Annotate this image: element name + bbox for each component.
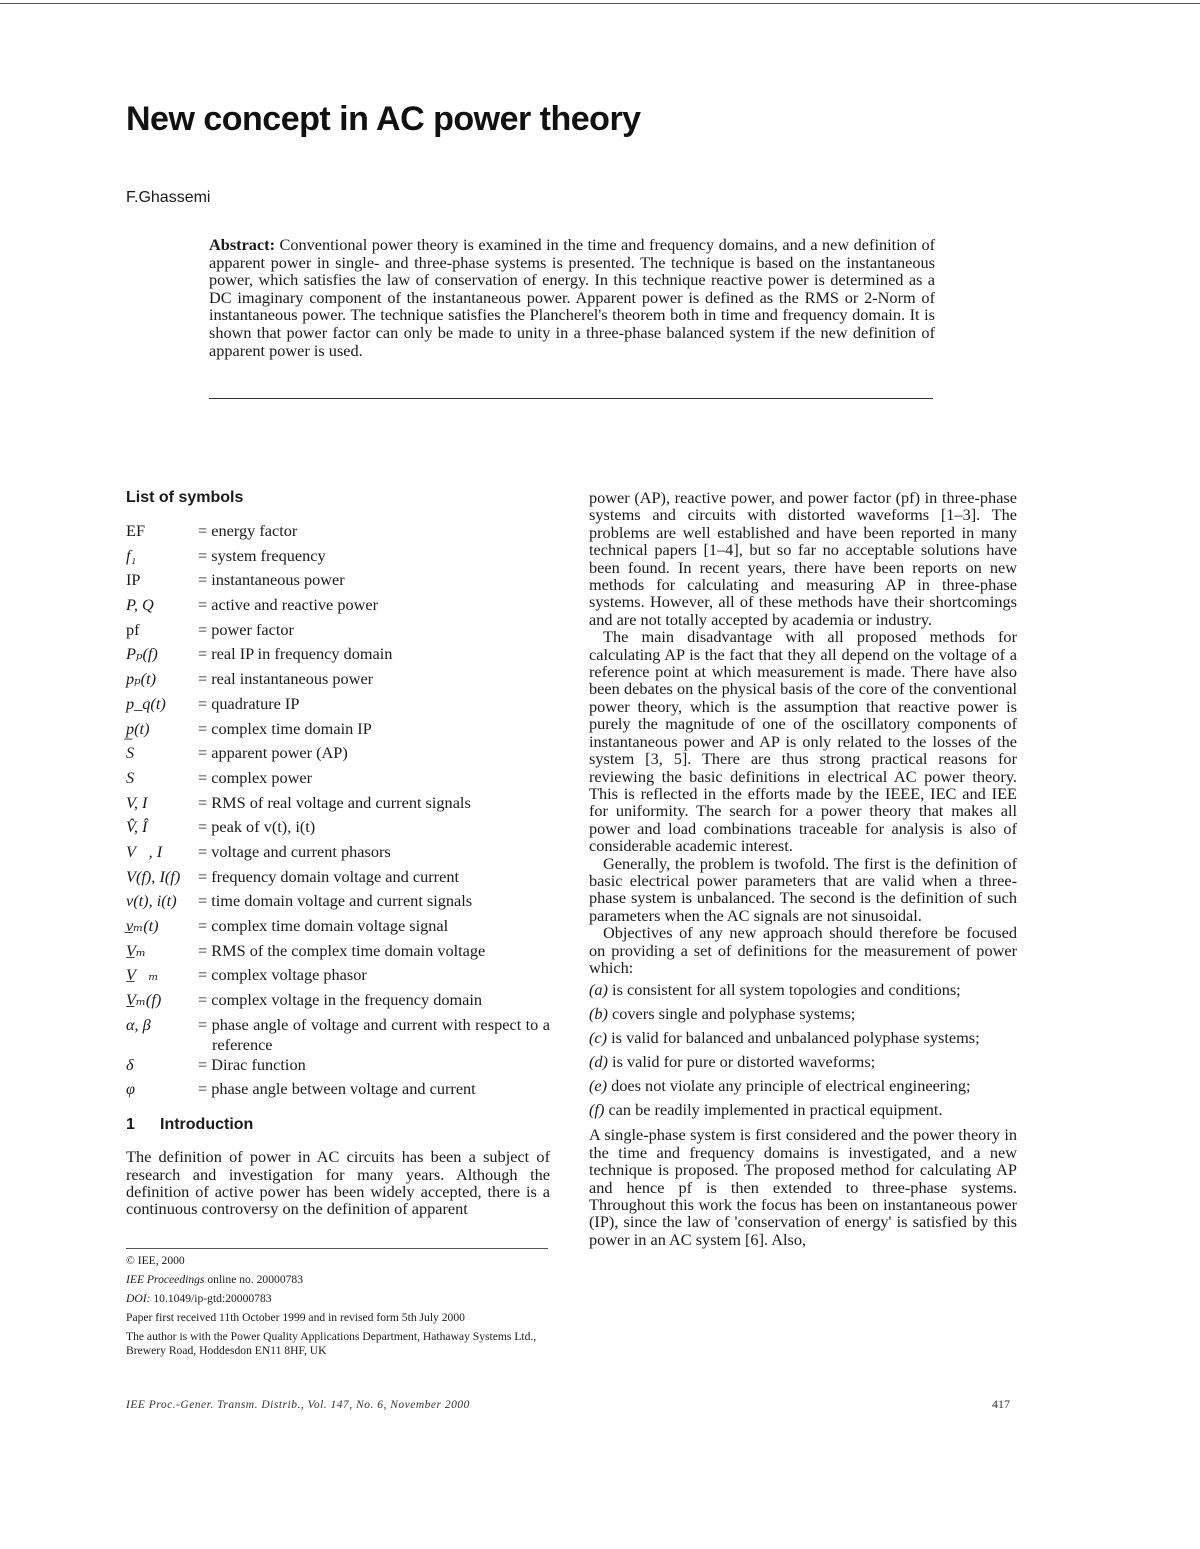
symbol-definition: = system frequency xyxy=(198,545,326,565)
symbol-definition: = frequency domain voltage and current xyxy=(198,866,459,886)
symbol-definition: = quadrature IP xyxy=(198,693,300,713)
symbol: V̲ₘ xyxy=(126,940,146,960)
symbol-row xyxy=(126,719,550,744)
symbols-table xyxy=(126,521,550,1104)
objective-marker: (c) xyxy=(589,1028,608,1048)
symbol-definition: = energy factor xyxy=(198,521,298,540)
section-number: 1 xyxy=(126,1116,135,1134)
objective-text: is valid for balanced and unbalanced polyphase systems; xyxy=(607,1028,980,1048)
symbol-row xyxy=(126,644,550,669)
symbol: δ xyxy=(126,1054,134,1074)
symbol-row xyxy=(126,941,550,966)
symbol: V(f), I(f) xyxy=(126,866,181,886)
objective-text: does not violate any principle of electrical engineering; xyxy=(607,1076,971,1096)
objective-marker: (a) xyxy=(589,980,608,1000)
symbols-heading: List of symbols xyxy=(126,489,244,506)
symbol-row xyxy=(126,891,550,916)
symbol-row xyxy=(126,1015,550,1055)
paragraph-2: The main disadvantage with all proposed methods for calculating AP is the fact that they all depend on the voltage of a reference point at which measurement is made. There have also been debates on the physical basis of the core of the conventional power theory, which is the assumption that reactive power is purely the magnitude of one of the oscillatory components of instantaneous power and AP is only related to the losses of the system [3, 5]. There are thus strong practical reasons for reviewing the basic definitions in electrical AC power theory. This is reflected in the efforts made by the IEEE, IEC and IEE for uniformity. The search for a power theory that makes all power and load combinations traceable for analysis is also of considerable academic interest. xyxy=(589,627,1017,856)
symbol-row xyxy=(126,990,550,1015)
symbol-definition: = phase angle of voltage and current with respect to a reference xyxy=(198,1014,550,1054)
symbol-row xyxy=(126,817,550,842)
objective-item xyxy=(589,1052,1017,1072)
objective-item xyxy=(589,1076,1017,1096)
symbol: V̲ₘ(f) xyxy=(126,990,162,1010)
symbol-definition: = apparent power (AP) xyxy=(198,743,348,763)
symbol-definition: = time domain voltage and current signals xyxy=(198,891,473,911)
symbol-row xyxy=(126,546,550,571)
page-number: 417 xyxy=(992,1397,1010,1411)
paragraph-5: A single-phase system is first considered and the power theory in the time and frequency domains is investigated, and a new technique is proposed. The proposed method for calculating AP and hence pf is then extended to three-phase systems. Throughout this work the focus has been on instantaneous power (IP), since the law of 'conservation of energy' is satisfied by this power in an AC system [6]. Also, xyxy=(589,1125,1017,1249)
symbol: v(t), i(t) xyxy=(126,891,177,911)
objective-item xyxy=(589,1004,1017,1024)
symbol-definition: = complex voltage phasor xyxy=(198,965,367,985)
symbol-definition: = complex voltage in the frequency domain xyxy=(198,990,483,1010)
author: F.Ghassemi xyxy=(126,189,211,206)
symbol-row xyxy=(126,743,550,768)
symbol: EF xyxy=(126,521,146,540)
symbol: V, I xyxy=(126,792,148,812)
symbol-definition: = voltage and current phasors xyxy=(198,841,391,861)
symbol: V̲⃗ₘ xyxy=(126,965,159,985)
objective-marker: (e) xyxy=(589,1076,608,1096)
symbol-row xyxy=(126,620,550,645)
abstract-text: Conventional power theory is examined in the time and frequency domains, and a new definition of apparent power in single- and three-phase systems is presented. The technique is based on the instantaneous power, which satisfies the law of conservation of energy. In this technique reactive power is determined as a DC imaginary component of the instantaneous power. Apparent power is defined as the RMS or 2-Norm of instantaneous power. The technique satisfies the Plancherel's theorem both in time and frequency domain. It is shown that power factor can only be made to unity in a three-phase balanced system if the new definition of apparent power is used. xyxy=(209,235,936,360)
symbol-row xyxy=(126,916,550,941)
symbol-row xyxy=(126,965,550,990)
symbol-row xyxy=(126,793,550,818)
symbol: P, Q xyxy=(126,595,154,615)
symbol: α, β xyxy=(126,1014,151,1034)
symbol-row xyxy=(126,694,550,719)
abstract-rule xyxy=(209,398,933,399)
symbol-definition: = peak of v(t), i(t) xyxy=(198,817,316,837)
intro-paragraph: The definition of power in AC circuits has been a subject of research and investigation for many years. Although the definition of active power has been widely accepted, there is a continuous controversy on the definition of apparent xyxy=(126,1147,550,1219)
section-title: Introduction xyxy=(160,1116,254,1134)
objective-text: is valid for pure or distorted waveforms; xyxy=(607,1052,876,1072)
objectives-list xyxy=(589,980,1017,1120)
symbol: φ xyxy=(126,1079,136,1099)
symbol-definition: = RMS of real voltage and current signals xyxy=(198,792,471,812)
objective-item xyxy=(589,1028,1017,1048)
objective-marker: (b) xyxy=(589,1004,608,1024)
objective-text: covers single and polyphase systems; xyxy=(607,1004,856,1024)
symbol: S⃗ xyxy=(126,767,147,787)
symbol-definition: = complex time domain voltage signal xyxy=(198,916,449,935)
symbol: pf xyxy=(126,619,140,639)
symbol-definition: = active and reactive power xyxy=(198,595,379,615)
proceedings-label: IEE Proceedings xyxy=(126,1272,205,1286)
doi-label: DOI: xyxy=(126,1291,151,1305)
symbol-definition: = real IP in frequency domain xyxy=(198,644,393,664)
objective-item xyxy=(589,1100,1017,1120)
symbol-row xyxy=(126,570,550,595)
left-column xyxy=(126,489,550,1358)
footnote-doi xyxy=(126,1292,550,1306)
proceedings-number: online no. 20000783 xyxy=(207,1272,304,1286)
abstract-label: Abstract: xyxy=(209,235,276,254)
symbol-row xyxy=(126,521,550,546)
abstract xyxy=(209,236,935,359)
footnote-rule xyxy=(126,1248,548,1249)
symbol-definition: = phase angle between voltage and current xyxy=(198,1079,476,1099)
symbol: p_q(t) xyxy=(126,693,166,713)
symbol-row xyxy=(126,595,550,620)
journal-citation: IEE Proc.-Gener. Transm. Distrib., Vol. 147, No. 6, November 2000 xyxy=(126,1399,470,1411)
symbol-definition: = instantaneous power xyxy=(198,570,345,590)
symbol: Pₚ(f) xyxy=(126,644,158,664)
top-rule xyxy=(0,3,1200,4)
symbol-row xyxy=(126,1079,550,1104)
right-column xyxy=(589,489,1017,1248)
symbol-definition: = RMS of the complex time domain voltage xyxy=(198,940,486,960)
symbol-definition: = power factor xyxy=(198,619,294,639)
symbol-row xyxy=(126,1055,550,1080)
footnote-copyright: © IEE, 2000 xyxy=(126,1253,185,1267)
footnote-proceedings xyxy=(126,1273,550,1287)
objective-item xyxy=(589,980,1017,1000)
symbol: V̂, Î xyxy=(126,817,148,837)
paragraph-4: Objectives of any new approach should therefore be focused on providing a set of definitions for the measurement of power which: xyxy=(589,923,1017,977)
objective-text: is consistent for all system topologies and conditions; xyxy=(607,980,961,1000)
doi-value: 10.1049/ip-gtd:20000783 xyxy=(153,1291,272,1305)
paragraph-1: power (AP), reactive power, and power factor (pf) in three-phase systems and circuits with distorted waveforms [1–3]. The problems are well established and have been reported in many technical papers [1–4], but so far no acceptable solutions have been found. In recent years, there have been reports on new methods for calculating and measuring AP in three-phase systems. However, all of these methods have their shortcomings and are not totally accepted by academia or industry. xyxy=(589,488,1017,629)
symbol: v̲ₘ(t) xyxy=(126,916,159,935)
symbol: pₚ(t) xyxy=(126,669,157,689)
footnote-received: Paper first received 11th October 1999 and in revised form 5th July 2000 xyxy=(126,1310,465,1324)
symbol-definition: = Dirac function xyxy=(198,1054,306,1074)
symbol: IP xyxy=(126,570,141,590)
footnote-affiliation: The author is with the Power Quality Applications Department, Hathaway Systems Ltd., Brewery Road, Hoddesdon EN11 8HF, UK xyxy=(126,1329,537,1357)
symbol-definition: = real instantaneous power xyxy=(198,669,374,689)
symbol: f₁ xyxy=(126,545,137,565)
paragraph-3: Generally, the problem is twofold. The first is the definition of basic electrical power parameters that are valid when a three-phase system is unbalanced. The second is the definition of such parameters when the AC signals are not sinusoidal. xyxy=(589,853,1017,925)
symbol-row xyxy=(126,842,550,867)
objective-marker: (f) xyxy=(589,1100,605,1120)
symbol: S xyxy=(126,743,135,763)
objective-text: can be readily implemented in practical equipment. xyxy=(604,1100,943,1120)
objective-marker: (d) xyxy=(589,1052,608,1072)
symbol-definition: = complex time domain IP xyxy=(198,718,372,738)
section-heading-introduction xyxy=(126,1116,550,1134)
symbol-row xyxy=(126,669,550,694)
symbol: V⃗, I⃗ xyxy=(126,841,175,861)
paper-title: New concept in AC power theory xyxy=(126,100,641,138)
symbol-definition: = complex power xyxy=(198,767,313,787)
symbol-row xyxy=(126,768,550,793)
symbol-row xyxy=(126,867,550,892)
symbol: p̲(t) xyxy=(126,718,150,738)
